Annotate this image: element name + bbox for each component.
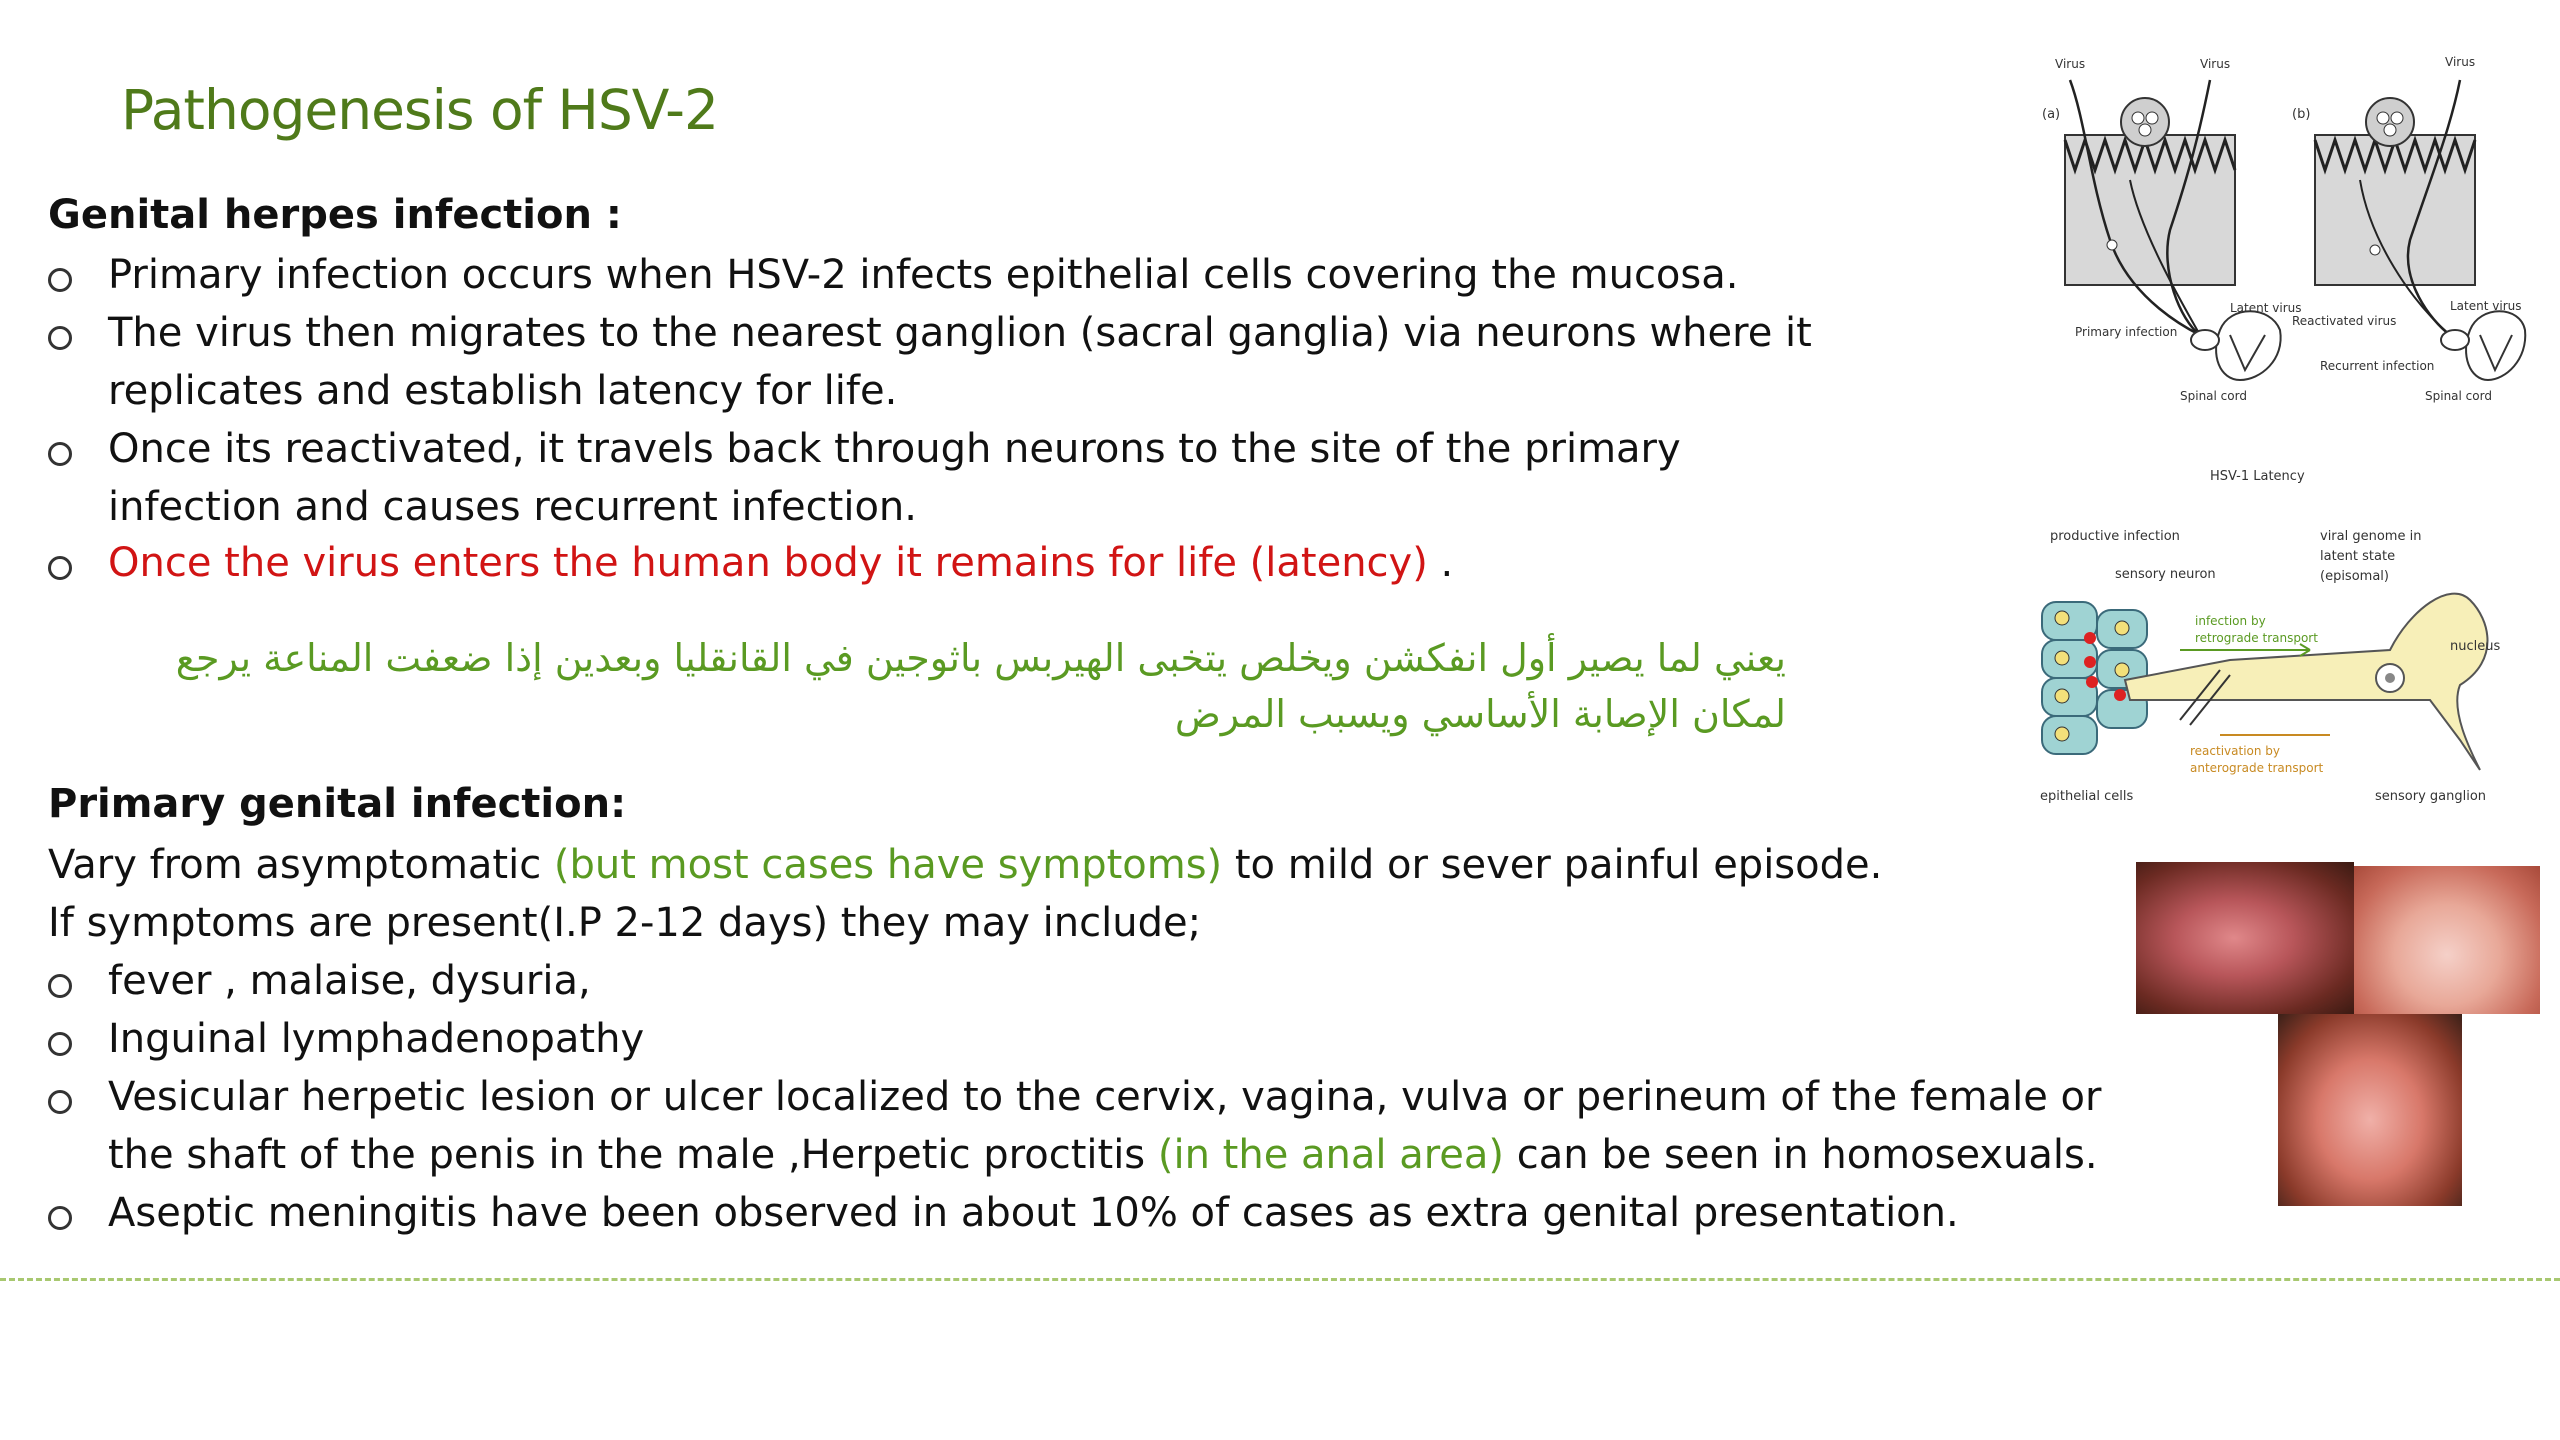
bullet-text: Inguinal lymphadenopathy	[108, 1016, 645, 1062]
bullet-text-cont: replicates and establish latency for life.	[108, 368, 898, 414]
bullet-text-cont: infection and causes recurrent infection.	[108, 484, 917, 530]
reactivation-by-label: reactivation by	[2190, 744, 2281, 758]
spinal-cord-label: Spinal cord	[2180, 389, 2247, 403]
slide-title: Pathogenesis of HSV-2	[121, 78, 718, 142]
footer-divider	[0, 1278, 2560, 1281]
sensory-ganglion-label: sensory ganglion	[2375, 789, 2487, 804]
highlight-green: (but most cases have symptoms)	[553, 842, 1223, 888]
infection-by-label: infection by	[2195, 614, 2266, 628]
bullet-tail: .	[1427, 540, 1454, 586]
panel-a	[2042, 57, 2301, 403]
figure-caption: HSV-1 Latency	[2210, 469, 2305, 484]
bullet-icon	[48, 268, 72, 292]
bullet-icon	[48, 442, 72, 466]
paragraph-severity	[48, 836, 1882, 894]
productive-infection-label: productive infection	[2050, 529, 2180, 544]
bullet-text-part: can be seen in homosexuals.	[1504, 1132, 2098, 1178]
nucleus-label: nucleus	[2450, 639, 2501, 654]
bullet-text: Vesicular herpetic lesion or ulcer localized to the cervix, vagina, vulva or perineum of the female or	[108, 1074, 2102, 1120]
virus-label: Virus	[2055, 57, 2086, 71]
latent-virus-label: Latent virus	[2450, 299, 2522, 313]
highlight-green: (in the anal area)	[1157, 1132, 1505, 1178]
viral-genome-label: (episomal)	[2320, 569, 2389, 584]
highlight-red: Once the virus enters the human body it remains for life (latency)	[108, 540, 1428, 586]
bullet-icon	[48, 1206, 72, 1230]
spinal-cord-label: Spinal cord	[2425, 389, 2492, 403]
epithelial-cells-label: epithelial cells	[2040, 789, 2134, 804]
bullet-text-latency	[108, 534, 1453, 592]
clinical-photo-2	[2354, 866, 2540, 1014]
clinical-photo-1	[2136, 862, 2354, 1014]
para-text: to mild or sever painful episode.	[1222, 842, 1883, 888]
para-text: Vary from asymptomatic	[48, 842, 554, 888]
reactivation-by-label: anterograde transport	[2190, 761, 2324, 775]
primary-infection-label: Primary infection	[2075, 325, 2178, 339]
reactivated-virus-label: Reactivated virus	[2292, 314, 2397, 328]
bullet-icon	[48, 556, 72, 580]
panel-b-label: (b)	[2292, 107, 2311, 122]
bullet-text-cont	[108, 1126, 2098, 1184]
recurrent-infection-label: Recurrent infection	[2320, 359, 2435, 373]
section-heading-primary-genital: Primary genital infection:	[48, 781, 627, 827]
panel-a-label: (a)	[2042, 107, 2061, 122]
bullet-text: fever , malaise, dysuria,	[108, 958, 591, 1004]
paragraph-symptoms: If symptoms are present(I.P 2-12 days) they may include;	[48, 900, 1202, 946]
bullet-icon	[48, 326, 72, 350]
virus-label: Virus	[2445, 55, 2476, 69]
bullet-text-part: the shaft of the penis in the male ,Herpetic proctitis	[108, 1132, 1158, 1178]
infection-by-label: retrograde transport	[2195, 631, 2318, 645]
section-heading-genital-herpes: Genital herpes infection :	[48, 192, 622, 238]
bullet-text: Primary infection occurs when HSV-2 infects epithelial cells covering the mucosa.	[108, 252, 1739, 298]
bullet-text: Aseptic meningitis have been observed in about 10% of cases as extra genital presentation.	[108, 1190, 1959, 1236]
panel-b	[2292, 55, 2525, 403]
neuron-diagram	[2030, 510, 2530, 810]
bullet-text: The virus then migrates to the nearest ganglion (sacral ganglia) via neurons where it	[108, 310, 1812, 356]
clinical-photo-3	[2278, 1014, 2462, 1206]
viral-genome-label: latent state	[2320, 549, 2396, 564]
virus-label: Virus	[2200, 57, 2231, 71]
bullet-icon	[48, 1090, 72, 1114]
latency-diagram	[2030, 40, 2530, 490]
latent-virus-label: Latent virus	[2230, 301, 2302, 315]
bullet-icon	[48, 1032, 72, 1056]
bullet-icon	[48, 974, 72, 998]
bullet-text: Once its reactivated, it travels back through neurons to the site of the primary	[108, 426, 1681, 472]
sensory-neuron-label: sensory neuron	[2115, 567, 2216, 582]
viral-genome-label: viral genome in	[2320, 529, 2422, 544]
arabic-note: يعني لما يصير أول انفكشن ويخلص يتخبى الهيربس باثوجين في القانقليا وبعدين إذا ضعفت المناعة يرجع لمكان الإصابة الأساسي ويسبب المرض	[175, 636, 1786, 736]
